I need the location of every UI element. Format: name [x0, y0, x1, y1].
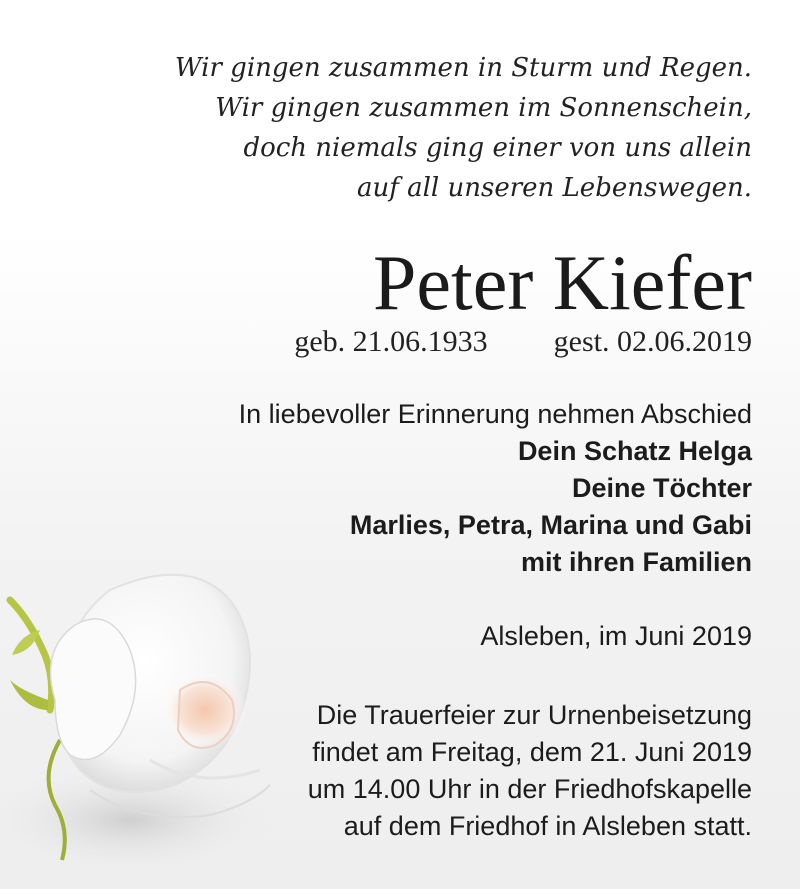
- mourner-line: Dein Schatz Helga: [517, 436, 752, 466]
- mourner-line: Deine Töchter: [571, 473, 752, 503]
- poem-line: auf all unseren Lebenswegen.: [356, 173, 752, 203]
- poem-line: doch niemals ging einer von uns allein: [243, 133, 752, 163]
- farewell-block: [52, 396, 752, 581]
- mourner-line: mit ihren Familien: [520, 547, 752, 577]
- poem: [52, 48, 752, 208]
- mourner-line: Marlies, Petra, Marina und Gabi: [349, 510, 752, 540]
- poem-line: Wir gingen zusammen im Sonnenschein,: [215, 93, 752, 123]
- birth-date: geb. 21.06.1933: [294, 325, 488, 358]
- farewell-intro: In liebevoller Erinnerung nehmen Abschied: [238, 399, 752, 429]
- life-dates: [294, 322, 752, 362]
- deceased-name: Peter Kiefer: [373, 239, 752, 326]
- ceremony-line: Die Trauerfeier zur Urnenbeisetzung: [316, 700, 752, 730]
- ceremony-line: um 14.00 Uhr in der Friedhofskapelle: [307, 774, 752, 804]
- death-date: gest. 02.06.2019: [553, 325, 752, 358]
- ceremony-info: [152, 697, 752, 845]
- ceremony-line: findet am Freitag, dem 21. Juni 2019: [312, 737, 752, 767]
- ceremony-line: auf dem Friedhof in Alsleben statt.: [343, 811, 752, 841]
- place-date: Alsleben, im Juni 2019: [480, 621, 752, 651]
- poem-line: Wir gingen zusammen in Sturm und Regen.: [174, 53, 752, 83]
